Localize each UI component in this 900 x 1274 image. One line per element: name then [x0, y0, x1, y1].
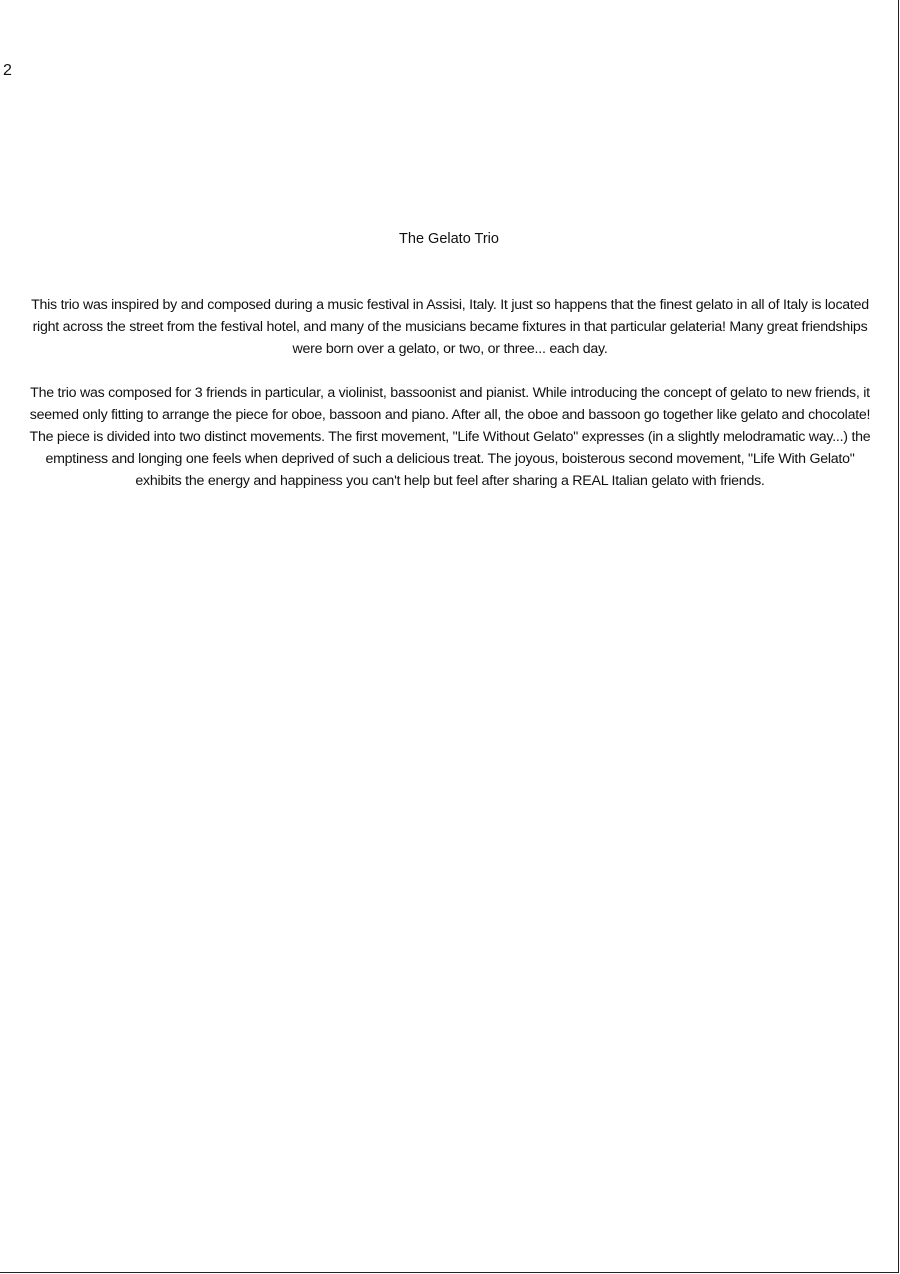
page-number: 2	[3, 62, 12, 79]
intro-paragraph: This trio was inspired by and composed during a music festival in Assisi, Italy. It just so happens that the finest gelato in all of Italy is located right across the street from the festival hotel, and many of the musicians became fixtures in that particular gelateria! Many great friendships were born over a gelato, or two, or three... each day.	[31, 297, 869, 357]
document-title: The Gelato Trio	[399, 231, 499, 247]
description-paragraph: The trio was composed for 3 friends in particular, a violinist, bassoonist and pianist. While introducing the concept of gelato to new friends, it seemed only fitting to arrange the piece for oboe, bassoon and piano. After all, the oboe and bassoon go together like gelato and chocolate! The piece is divided into two distinct movements. The first movement, "Life Without Gelato" expresses (in a slightly melodramatic way...) the emptiness and longing one feels when deprived of such a delicious treat. The joyous, boisterous second movement, "Life With Gelato" exhibits the energy and happiness you can't help but feel after sharing a REAL Italian gelato with friends.	[29, 385, 871, 489]
